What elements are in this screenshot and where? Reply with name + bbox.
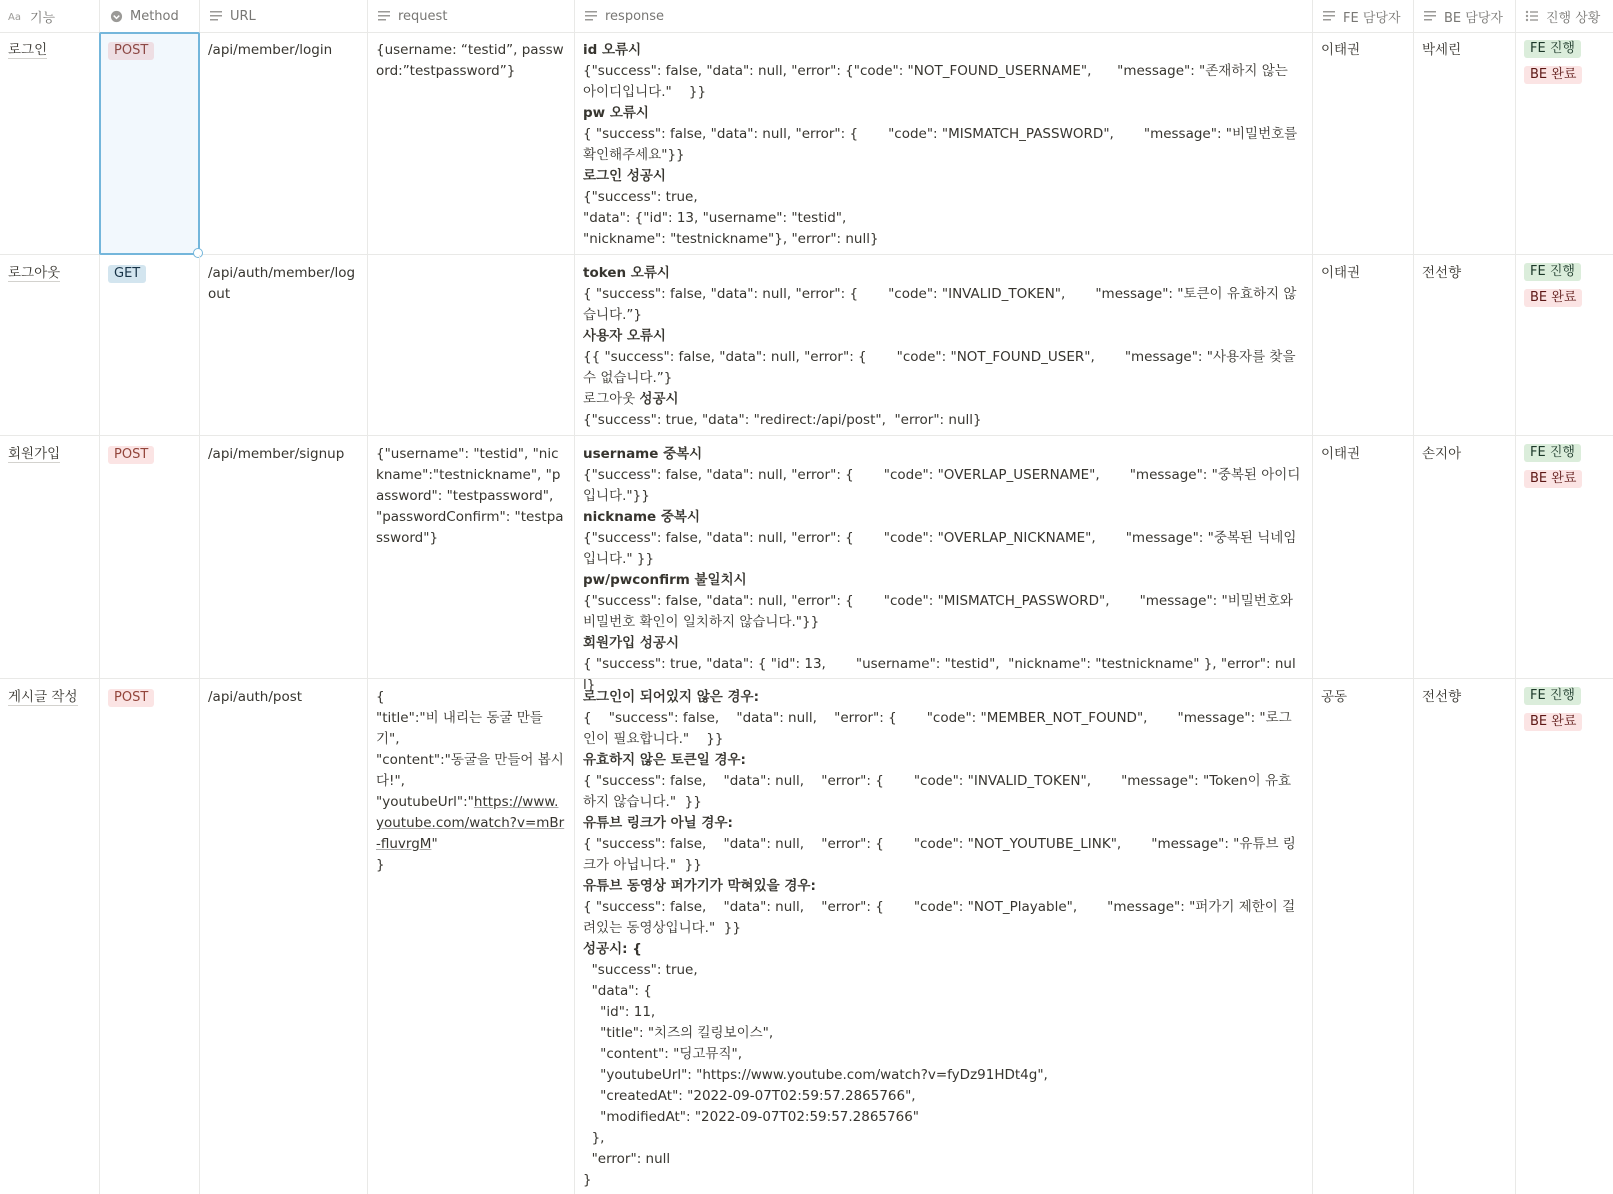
response-line	[583, 633, 1304, 654]
list-icon	[1524, 8, 1540, 24]
response-text: "youtubeUrl": "https://www.youtube.com/watch?v=fyDz91HDt4g",	[583, 1067, 1048, 1083]
status-tag-be: BE 완료	[1524, 713, 1582, 731]
be-owner-cell[interactable]	[1414, 679, 1516, 1194]
fe-owner-cell[interactable]	[1313, 679, 1414, 1194]
request-cell[interactable]	[368, 255, 575, 435]
response-line	[583, 570, 1304, 591]
response-heading: username 중복시	[583, 446, 703, 462]
url-cell[interactable]	[200, 255, 368, 435]
response-line	[583, 507, 1304, 528]
be-owner-cell[interactable]	[1414, 436, 1516, 678]
table-row	[0, 255, 1613, 436]
response-text: {"success": false, "data": null, "error": { "code": "MISMATCH_PASSWORD", "message": "비밀번호와 비밀번호 확인이 일치하지 않습니다."}}	[583, 593, 1298, 630]
svg-text:Aa: Aa	[8, 12, 21, 23]
response-line	[583, 208, 1304, 229]
response-text: { "success": false, "data": null, "error": { "code": "MISMATCH_PASSWORD", "message": "비밀번호를 확인해주세요"}}	[583, 126, 1302, 163]
fe-owner-text: 이태권	[1321, 265, 1361, 281]
header-label: Method	[130, 8, 179, 24]
request-line-prefix: "youtubeUrl":"	[376, 794, 474, 810]
response-heading: 사용자 오류시	[583, 328, 666, 344]
response-line	[583, 687, 1304, 708]
response-heading: 유튜브 동영상 퍼가기가 막혀있을 경우:	[583, 878, 816, 894]
text-lines-icon	[208, 8, 224, 24]
response-text: "content": "딩고뮤직",	[583, 1046, 742, 1062]
response-text: { "success": false, "data": null, "error": { "code": "NOT_Playable", "message": "퍼가기 제한이 걸려있는 동영상입니다." }}	[583, 899, 1296, 936]
request-line	[376, 792, 566, 855]
be-owner-text: 전선향	[1422, 689, 1462, 705]
response-text: {"success": true,	[583, 189, 698, 205]
response-line	[583, 166, 1304, 187]
response-line	[583, 897, 1304, 939]
response-line	[583, 771, 1304, 813]
status-tag-fe: FE 진행	[1524, 40, 1581, 58]
method-tag: POST	[108, 42, 154, 60]
text-lines-icon	[376, 8, 392, 24]
header-be-owner[interactable]	[1414, 0, 1516, 32]
response-line	[583, 1107, 1304, 1128]
table-row	[0, 32, 1613, 255]
response-line	[583, 40, 1304, 61]
fe-owner-cell[interactable]	[1313, 32, 1414, 254]
status-tag-fe: FE 진행	[1524, 444, 1581, 462]
status-tag-fe: FE 진행	[1524, 687, 1581, 705]
header-label: 진행 상황	[1546, 10, 1601, 26]
method-cell[interactable]	[100, 679, 200, 1194]
method-cell[interactable]	[100, 255, 200, 435]
be-owner-text: 전선향	[1422, 265, 1462, 281]
feature-cell[interactable]	[0, 255, 100, 435]
status-tag-fe: FE 진행	[1524, 263, 1581, 281]
be-owner-text: 손지아	[1422, 446, 1462, 462]
status-tag-be: BE 완료	[1524, 66, 1582, 84]
response-line	[583, 1128, 1304, 1149]
response-text: "title": "치즈의 킬링보이스",	[583, 1025, 774, 1041]
response-text: {"success": false, "data": null, "error": { "code": "OVERLAP_NICKNAME", "message": "중복된 닉네임입니다." }}	[583, 530, 1297, 567]
response-text: "nickname": "testnickname"}, "error": null}	[583, 231, 879, 247]
fe-owner-text: 이태권	[1321, 42, 1361, 58]
response-line	[583, 410, 1304, 431]
feature-title[interactable]: 로그아웃	[8, 265, 61, 281]
response-cell[interactable]	[575, 32, 1313, 254]
response-line	[583, 61, 1304, 103]
response-text: {"success": false, "data": null, "error": {"code": "NOT_FOUND_USERNAME", "message": "존재하지 않는 아이디입니다." }}	[583, 63, 1293, 100]
response-line	[583, 284, 1304, 326]
response-text: { "success": false, "data": null, "error": { "code": "INVALID_TOKEN", "message": "토큰이 유효하지 않습니다.”}	[583, 286, 1297, 323]
method-cell[interactable]	[100, 436, 200, 678]
response-heading: 성공시: {	[583, 941, 642, 957]
request-line: "content":"동굴을 만들어 봅시다!",	[376, 752, 564, 789]
response-line-prefix: 로그아웃	[583, 391, 640, 407]
url-cell[interactable]	[200, 436, 368, 678]
header-fe-owner[interactable]	[1313, 0, 1414, 32]
response-line	[583, 834, 1304, 876]
fe-owner-cell[interactable]	[1313, 436, 1414, 678]
fe-owner-text: 이태권	[1321, 446, 1361, 462]
status-tag-be: BE 완료	[1524, 470, 1582, 488]
feature-title[interactable]: 로그인	[8, 42, 48, 58]
response-text: { "success": false, "data": null, "error": { "code": "INVALID_TOKEN", "message": "Token이 유효하지 않습니다." }}	[583, 773, 1292, 810]
status-cell[interactable]	[1516, 436, 1613, 678]
response-line	[583, 263, 1304, 284]
request-line: }	[376, 857, 385, 873]
response-text: {"success": false, "data": null, "error": { "code": "OVERLAP_USERNAME", "message": "중복된 아이디입니다."}}	[583, 467, 1301, 504]
status-cell[interactable]	[1516, 679, 1613, 1194]
fe-owner-text: 공동	[1321, 689, 1348, 705]
request-cell[interactable]	[368, 679, 575, 1194]
cell-selection-outline	[99, 32, 200, 255]
response-text: {"success": true, "data": "redirect:/api/post", "error": null}	[583, 412, 982, 428]
text-lines-icon	[1422, 8, 1438, 24]
header-label: response	[605, 8, 665, 24]
response-text: "success": true,	[583, 962, 698, 978]
text-lines-icon	[583, 8, 599, 24]
request-text: {"username": "testid", "nickname":"testnickname", "password": "testpassword", "passwordConfirm": "testpassword"}	[376, 446, 564, 546]
response-line	[583, 124, 1304, 166]
response-line	[583, 444, 1304, 465]
response-heading: nickname 중복시	[583, 509, 700, 525]
response-line	[583, 465, 1304, 507]
response-line	[583, 876, 1304, 897]
url-text: /api/member/signup	[208, 446, 345, 462]
response-cell[interactable]	[575, 255, 1313, 435]
header-label: 기능	[30, 10, 56, 26]
response-text: { "success": true, "data": { "id": 13, "username": "testid", "nickname": "testnickname" }, "error": null}	[583, 656, 1296, 693]
text-lines-icon	[1321, 8, 1337, 24]
header-method[interactable]	[100, 0, 200, 32]
header-label: URL	[230, 8, 256, 24]
response-cell[interactable]	[575, 436, 1313, 693]
response-text: "error": null	[583, 1151, 671, 1167]
url-text: /api/member/login	[208, 42, 333, 58]
fe-owner-cell[interactable]	[1313, 255, 1414, 435]
status-cell[interactable]	[1516, 255, 1613, 435]
response-line	[583, 187, 1304, 208]
response-heading: 로그인 성공시	[583, 168, 666, 184]
response-line	[583, 591, 1304, 633]
response-line	[583, 1149, 1304, 1170]
header-response[interactable]	[575, 0, 1313, 32]
response-line	[583, 229, 1304, 250]
response-heading: 유효하지 않은 토큰일 경우:	[583, 752, 746, 768]
response-line	[583, 389, 1304, 410]
feature-cell[interactable]	[0, 679, 100, 1194]
url-cell[interactable]	[200, 679, 368, 1194]
response-text: {{ "success": false, "data": null, "error": { "code": "NOT_FOUND_USER", "message": "사용자를 찾을 수 없습니다.”}	[583, 349, 1300, 386]
status-cell[interactable]	[1516, 32, 1613, 254]
response-line	[583, 326, 1304, 347]
response-text: "modifiedAt": "2022-09-07T02:59:57.2865766"	[583, 1109, 919, 1125]
url-cell[interactable]	[200, 32, 368, 254]
url-text: /api/auth/post	[208, 689, 303, 705]
feature-cell[interactable]	[0, 32, 100, 254]
request-line: {	[376, 689, 385, 705]
response-heading: token 오류시	[583, 265, 670, 281]
response-text: }	[583, 1172, 592, 1188]
response-line	[583, 750, 1304, 771]
request-cell[interactable]	[368, 32, 575, 254]
be-owner-cell[interactable]	[1414, 255, 1516, 435]
response-text: "createdAt": "2022-09-07T02:59:57.2865766",	[583, 1088, 916, 1104]
header-feature[interactable]	[0, 0, 100, 32]
response-line	[583, 1065, 1304, 1086]
response-heading: 성공시	[639, 391, 679, 407]
response-line	[583, 347, 1304, 389]
response-heading: pw 오류시	[583, 105, 649, 121]
response-line	[583, 528, 1304, 570]
url-text: /api/auth/member/logout	[208, 265, 356, 302]
table-row	[0, 679, 1613, 1194]
header-label: request	[398, 8, 448, 24]
response-line	[583, 1086, 1304, 1107]
status-tag-be: BE 완료	[1524, 289, 1582, 307]
be-owner-text: 박세린	[1422, 42, 1462, 58]
response-text: "data": {"id": 13, "username": "testid",	[583, 210, 847, 226]
header-label: BE 담당자	[1444, 10, 1503, 26]
response-heading: id 오류시	[583, 42, 642, 58]
be-owner-cell[interactable]	[1414, 32, 1516, 254]
request-cell[interactable]	[368, 436, 575, 678]
request-line: "title":"비 내리는 동굴 만들기",	[376, 710, 543, 747]
response-line	[583, 1023, 1304, 1044]
feature-title[interactable]: 게시글 작성	[8, 689, 78, 705]
response-text: "id": 11,	[583, 1004, 656, 1020]
header-url[interactable]	[200, 0, 368, 32]
feature-cell[interactable]	[0, 436, 100, 678]
response-text: "data": {	[583, 983, 652, 999]
aa-title-icon	[8, 8, 24, 24]
response-line	[583, 1044, 1304, 1065]
request-line-suffix: "	[431, 836, 438, 852]
method-tag: GET	[108, 265, 146, 283]
response-line	[583, 708, 1304, 750]
response-line	[583, 960, 1304, 981]
response-line	[583, 103, 1304, 124]
method-tag: POST	[108, 446, 154, 464]
response-heading: 회원가입 성공시	[583, 635, 679, 651]
response-text: },	[583, 1130, 605, 1146]
response-line	[583, 1170, 1304, 1191]
table-header	[0, 0, 1613, 33]
table-row	[0, 436, 1613, 693]
response-line	[583, 1002, 1304, 1023]
response-line	[583, 813, 1304, 834]
response-line	[583, 939, 1304, 960]
header-status[interactable]	[1516, 0, 1613, 32]
response-line	[583, 981, 1304, 1002]
response-heading: 로그인이 되어있지 않은 경우:	[583, 689, 759, 705]
header-label: FE 담당자	[1343, 10, 1401, 26]
response-text: { "success": false, "data": null, "error": { "code": "NOT_YOUTUBE_LINK", "message": "유튜브 링크가 아닙니다." }}	[583, 836, 1296, 873]
response-heading: pw/pwconfirm 불일치시	[583, 572, 747, 588]
feature-title[interactable]: 회원가입	[8, 446, 61, 462]
youtube-link[interactable]: https://www.youtube.com/watch?v=mBr-fluvrgM	[376, 794, 565, 852]
request-text: {username: “testid”, password:”testpassword”}	[376, 42, 564, 79]
method-cell[interactable]	[100, 32, 200, 254]
method-tag: POST	[108, 689, 154, 707]
header-request[interactable]	[368, 0, 575, 32]
response-heading: 유튜브 링크가 아닐 경우:	[583, 815, 733, 831]
response-cell[interactable]	[575, 679, 1313, 1194]
response-text: { "success": false, "data": null, "error": { "code": "MEMBER_NOT_FOUND", "message": "로그인이 필요합니다." }}	[583, 710, 1292, 747]
select-icon	[108, 8, 124, 24]
